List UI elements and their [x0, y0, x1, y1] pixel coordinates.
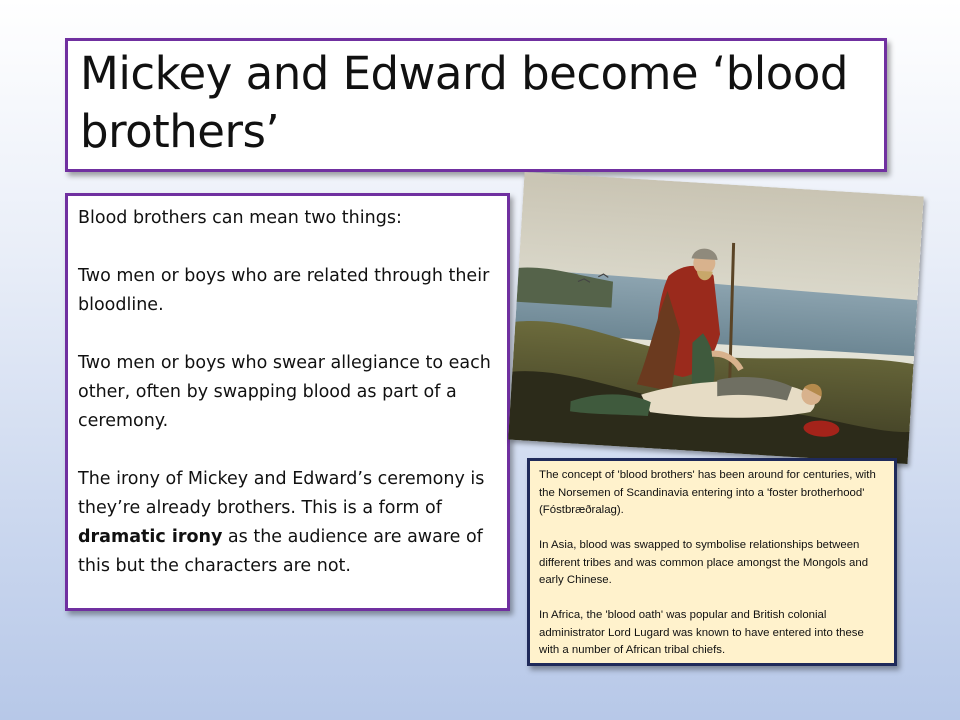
- title-box: [65, 38, 887, 172]
- body-meaning-2: Two men or boys who swear allegiance to each other, often by swapping blood as part of a ceremony.: [78, 353, 491, 431]
- slide-title: Mickey and Edward become ‘blood brothers’: [80, 47, 848, 158]
- irony-text-end: as the audience are aware of this but the characters are not.: [78, 527, 483, 576]
- viking-painting-illustration: [508, 172, 924, 464]
- info-africa: In Africa, the 'blood oath' was popular and British colonial administrator Lord Lugard was known to have entered into these with a number of African tribal chiefs.: [539, 609, 864, 656]
- irony-text-start: The irony of Mickey and Edward’s ceremony is they’re already brothers. This is a form of: [78, 469, 485, 518]
- body-text-box: [65, 193, 510, 611]
- body-meaning-1: Two men or boys who are related through their bloodline.: [78, 266, 490, 315]
- info-box: [527, 458, 897, 666]
- body-irony: [78, 465, 497, 581]
- info-asia: In Asia, blood was swapped to symbolise relationships between different tribes and was common place amongst the Mongols and early Chinese.: [539, 539, 869, 586]
- body-intro: Blood brothers can mean two things:: [78, 208, 402, 228]
- irony-term: dramatic irony: [78, 527, 223, 547]
- info-norsemen: The concept of 'blood brothers' has been around for centuries, with the Norsemen of Scandinavia entering into a 'foster brotherhood' (Fóstbræðralag).: [539, 469, 876, 516]
- viking-painting: [508, 172, 924, 464]
